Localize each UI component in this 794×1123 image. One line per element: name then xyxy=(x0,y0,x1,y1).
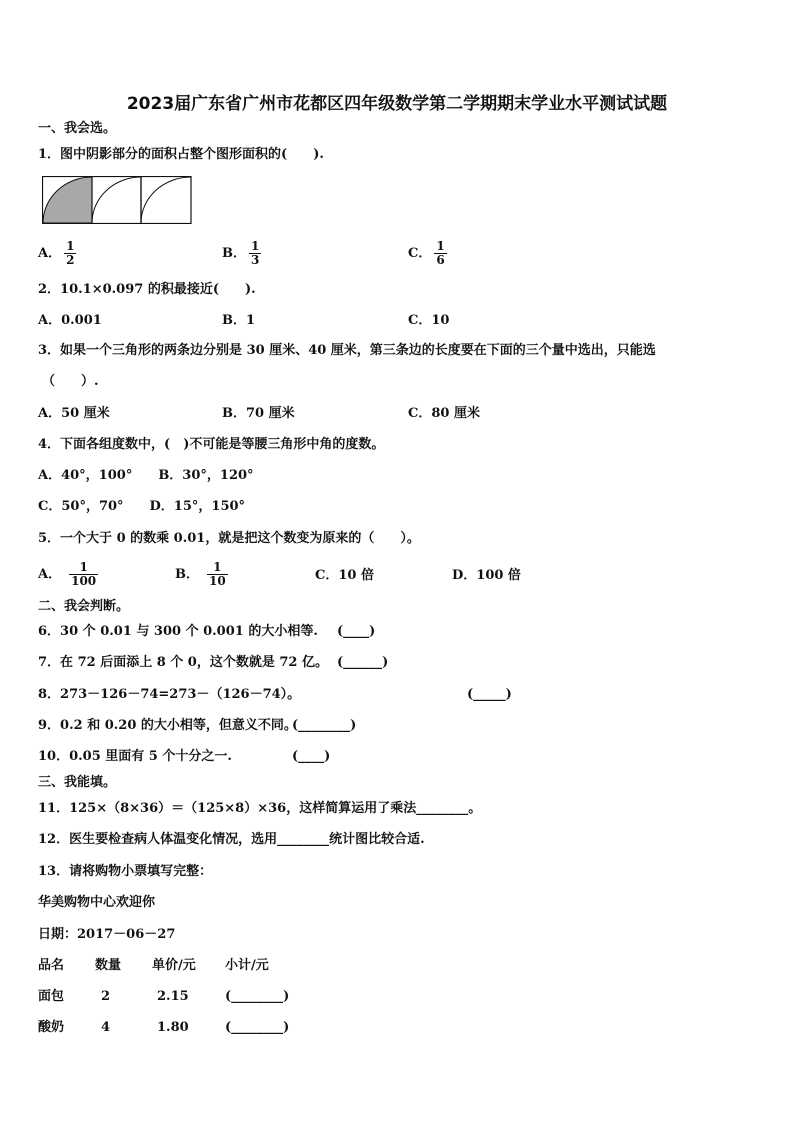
question-10-stem: 10．0.05 里面有 5 个十分之一. xyxy=(38,749,232,764)
q5-option-b xyxy=(175,560,228,590)
q5-option-d: D．100 倍 xyxy=(452,568,521,583)
q3-option-b: B．70 厘米 xyxy=(222,406,295,421)
receipt-header-name: 品名 xyxy=(38,958,65,973)
question-8-stem: 8．273－126－74=273－（126－74）。 xyxy=(38,687,301,702)
q4-options-row2: C．50°，70° D．15°，150° xyxy=(38,499,246,514)
q1-option-c-label: C． xyxy=(408,246,432,261)
q5-option-a-label: A． xyxy=(38,567,62,582)
question-7-stem: 7．在 72 后面添上 8 个 0，这个数就是 72 亿。 xyxy=(38,655,328,670)
receipt-row-1-qty: 2 xyxy=(101,989,111,1004)
question-3-stem-line2: （ ）. xyxy=(42,374,99,389)
q10-answer-blank[interactable]: (____) xyxy=(292,749,331,764)
page-title: 2023届广东省广州市花都区四年级数学第二学期期末学业水平测试试题 xyxy=(126,94,668,114)
q2-option-a: A．0.001 xyxy=(38,313,102,328)
q8-answer-blank[interactable]: (_____) xyxy=(467,687,512,702)
question-13-stem: 13．请将购物小票填写完整： xyxy=(38,864,213,879)
section-heading-choice: 一、我会选。 xyxy=(38,121,117,136)
fraction xyxy=(434,240,446,267)
numerator: 1 xyxy=(436,239,445,253)
arc-3 xyxy=(141,177,191,223)
question-4-stem: 4．下面各组度数中，( )不可能是等腰三角形中角的度数。 xyxy=(38,437,385,452)
shaded-quarter-circles-figure xyxy=(42,176,192,224)
q1-option-c xyxy=(408,240,447,267)
fraction xyxy=(249,240,261,267)
q4-options-row1: A．40°，100° B．30°，120° xyxy=(38,468,254,483)
question-3-stem-line1: 3．如果一个三角形的两条边分别是 30 厘米、40 厘米，第三条边的长度要在下面的三个量中选出，只能选 xyxy=(38,343,656,358)
receipt-date: 日期：2017－06－27 xyxy=(38,927,176,942)
q1-option-a xyxy=(38,240,76,267)
receipt-row-1-subtotal-blank[interactable]: (________) xyxy=(225,989,290,1004)
receipt-row-1-price: 2.15 xyxy=(157,989,189,1004)
numerator: 1 xyxy=(66,239,75,253)
numerator: 1 xyxy=(69,561,98,575)
q5-option-c: C．10 倍 xyxy=(315,568,374,583)
q5-option-b-label: B． xyxy=(175,567,199,582)
question-6-stem: 6．30 个 0.01 与 300 个 0.001 的大小相等. xyxy=(38,624,318,639)
receipt-header-subtotal: 小计/元 xyxy=(225,958,269,973)
q7-answer-blank[interactable]: (______) xyxy=(337,655,389,670)
receipt-row-1-name: 面包 xyxy=(38,989,65,1004)
numerator: 1 xyxy=(207,561,228,575)
receipt-row-2-qty: 4 xyxy=(101,1020,111,1035)
q1-option-b xyxy=(222,240,261,267)
receipt-row-2-subtotal-blank[interactable]: (________) xyxy=(225,1020,290,1035)
receipt-row-2-price: 1.80 xyxy=(157,1020,189,1035)
q2-option-b: B．1 xyxy=(222,313,256,328)
question-9-stem: 9．0.2 和 0.20 的大小相等，但意义不同。 xyxy=(38,718,297,733)
receipt-row-2-name: 酸奶 xyxy=(38,1020,65,1035)
fraction xyxy=(207,561,228,588)
denominator: 6 xyxy=(436,253,445,267)
receipt-store-name: 华美购物中心欢迎你 xyxy=(38,895,156,910)
question-5-stem: 5．一个大于 0 的数乘 0.01，就是把这个数变为原来的（ ）。 xyxy=(38,531,420,546)
q3-option-a: A．50 厘米 xyxy=(38,406,110,421)
question-1-stem: 1．图中阴影部分的面积占整个图形面积的( ). xyxy=(38,147,324,162)
q3-option-c: C．80 厘米 xyxy=(408,406,480,421)
q1-option-a-label: A． xyxy=(38,246,62,261)
arc-2 xyxy=(92,177,141,223)
denominator: 2 xyxy=(66,253,75,267)
q6-answer-blank[interactable]: (____) xyxy=(337,624,376,639)
question-2-stem: 2．10.1×0.097 的积最接近( ). xyxy=(38,282,256,297)
denominator: 100 xyxy=(71,574,97,588)
question-11-stem: 11．125×（8×36）＝（125×8）×36，这样简算运用了乘法________。 xyxy=(38,801,482,816)
q9-answer-blank[interactable]: (________) xyxy=(292,718,357,733)
q5-option-a xyxy=(38,560,98,590)
section-heading-fill: 三、我能填。 xyxy=(38,775,117,790)
q1-option-b-label: B． xyxy=(222,246,246,261)
fraction xyxy=(69,561,98,588)
receipt-header-price: 单价/元 xyxy=(152,958,196,973)
denominator: 10 xyxy=(209,574,226,588)
section-heading-judge: 二、我会判断。 xyxy=(38,599,130,614)
numerator: 1 xyxy=(251,239,260,253)
receipt-header-qty: 数量 xyxy=(95,958,122,973)
q2-option-c: C．10 xyxy=(408,313,450,328)
fraction xyxy=(64,240,76,267)
question-12-stem: 12．医生要检查病人体温变化情况，选用________统计图比较合适. xyxy=(38,832,425,847)
denominator: 3 xyxy=(251,253,260,267)
